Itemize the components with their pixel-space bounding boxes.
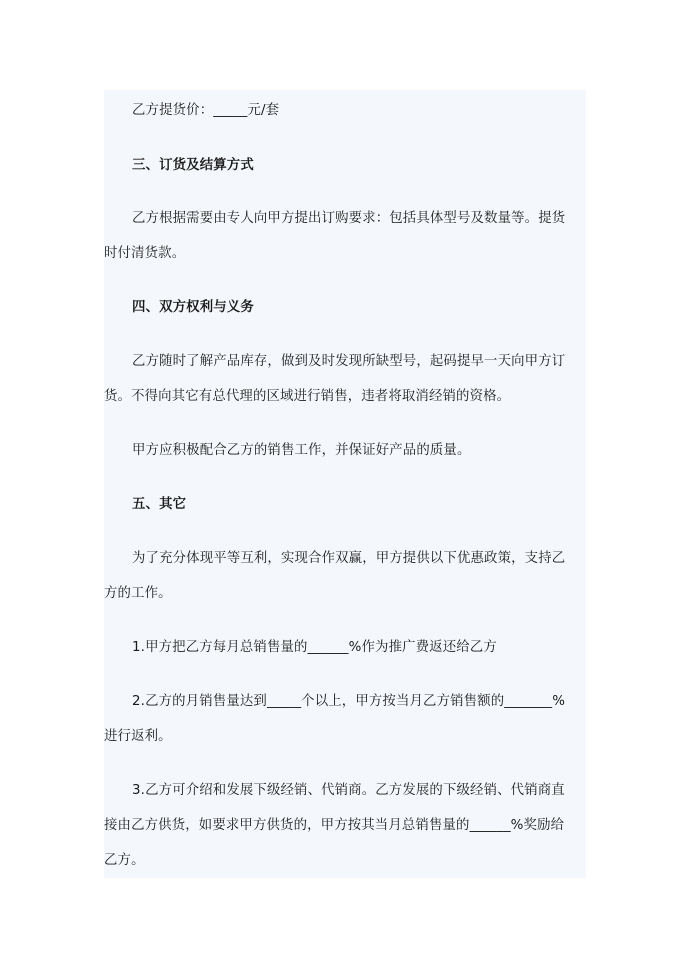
section-heading-other: 五、其它 [132, 497, 187, 512]
policy-item-3-line-1: 3.乙方可介绍和发展下级经销、代销商。乙方发展的下级经销、代销商直 [132, 783, 565, 798]
ordering-paragraph-line-2: 时付清货款。 [104, 246, 186, 261]
ordering-paragraph-line-1: 乙方根据需要由专人向甲方提出订购要求：包括具体型号及数量等。提货 [132, 211, 566, 226]
rights-paragraph-line-1: 乙方随时了解产品库存，做到及时发现所缺型号，起码提早一天向甲方订 [132, 354, 566, 369]
supply-price-line: 乙方提货价：_____元/套 [132, 103, 280, 118]
rights-paragraph-line-2: 货。不得向其它有总代理的区域进行销售，违者将取消经销的资格。 [104, 389, 511, 404]
section-heading-ordering: 三、订货及结算方式 [132, 158, 254, 173]
policy-item-3-line-2: 接由乙方供货，如要求甲方供货的，甲方按其当月总销售量的______%奖励给 [104, 818, 565, 833]
other-paragraph-line-1: 为了充分体现平等互利，实现合作双赢，甲方提供以下优惠政策，支持乙 [132, 551, 566, 566]
other-paragraph-line-2: 方的工作。 [104, 586, 172, 601]
section-heading-rights: 四、双方权利与义务 [132, 300, 254, 315]
policy-item-3-line-3: 乙方。 [104, 853, 145, 868]
policy-item-2-line-1: 2.乙方的月销售量达到_____个以上，甲方按当月乙方销售额的_______% [132, 694, 566, 709]
policy-item-1: 1.甲方把乙方每月总销售量的______%作为推广费返还给乙方 [132, 640, 497, 655]
policy-item-2-line-2: 进行返利。 [104, 729, 172, 744]
rights-paragraph-quality: 甲方应积极配合乙方的销售工作，并保证好产品的质量。 [132, 443, 471, 458]
document-panel [104, 90, 586, 878]
